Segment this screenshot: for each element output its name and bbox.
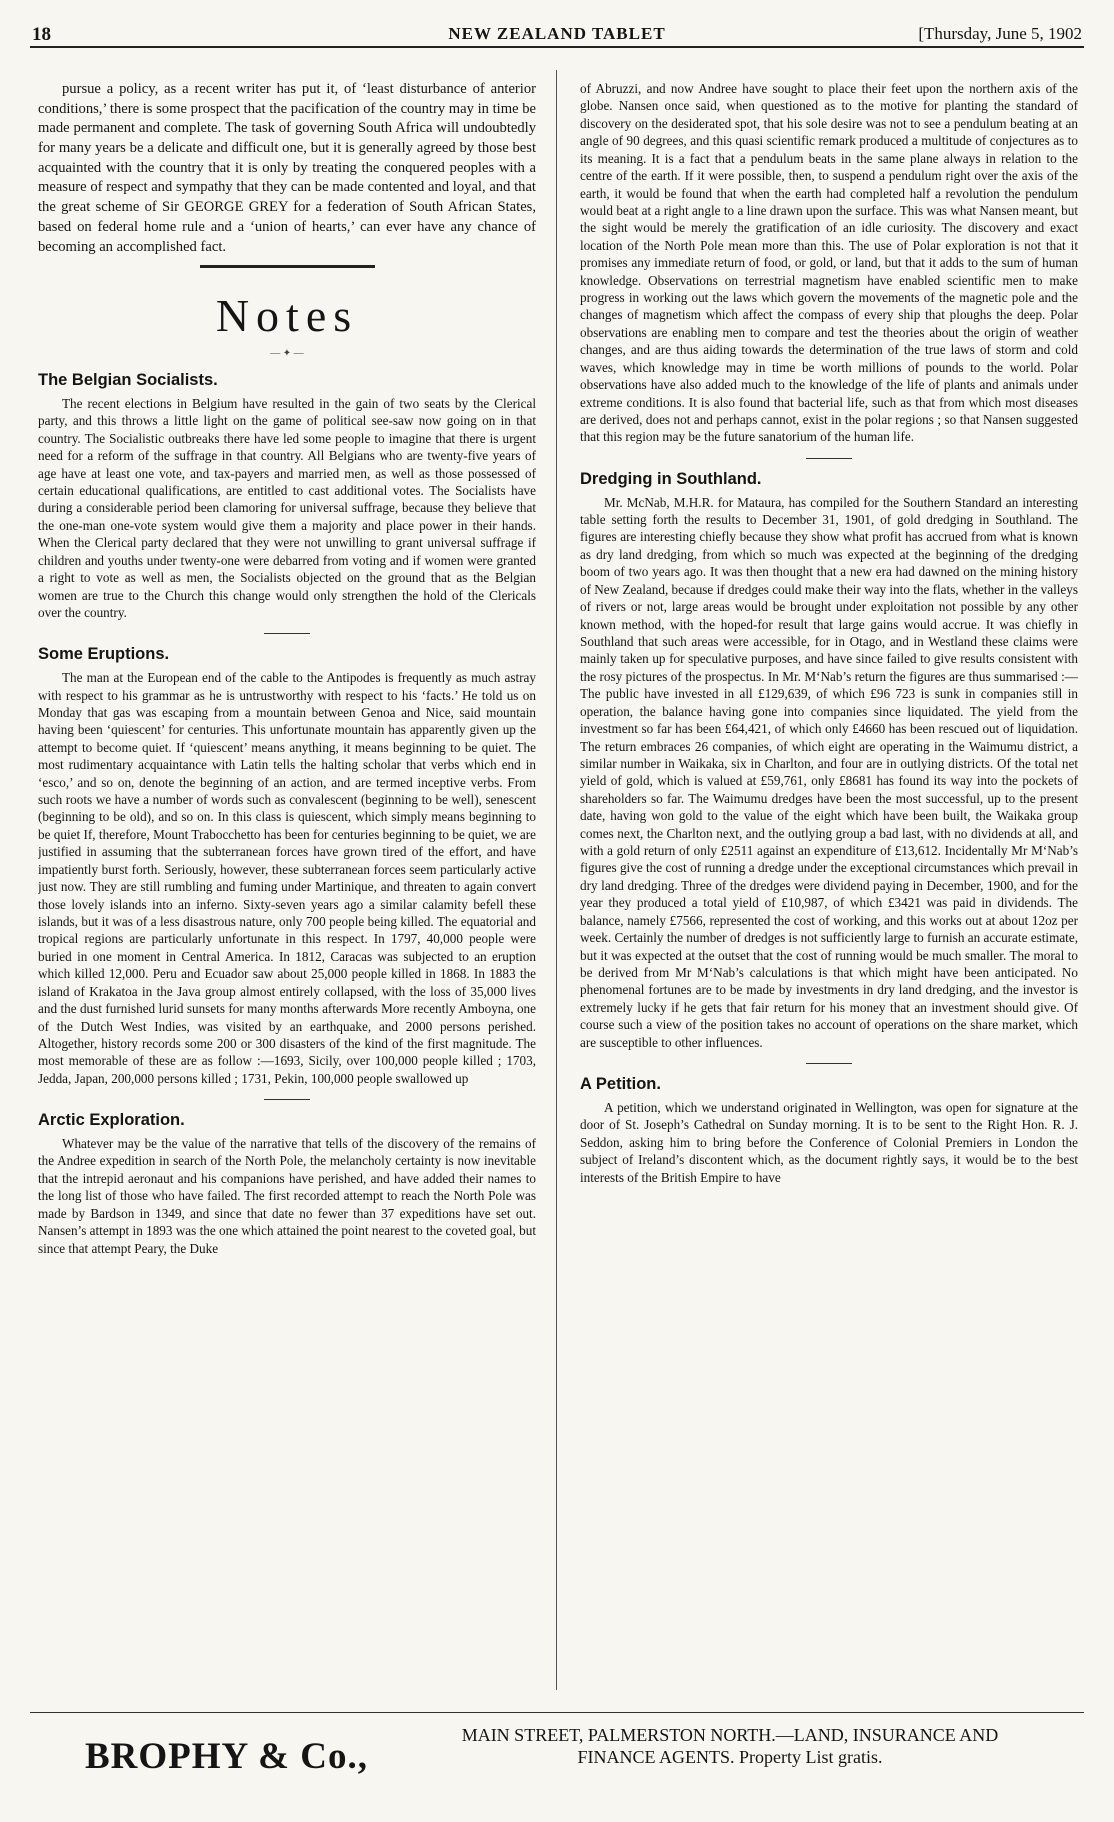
- ad-line-2: FINANCE AGENTS. Property List gratis.: [577, 1746, 883, 1767]
- masthead: [30, 16, 1084, 48]
- article-heading-eruptions: Some Eruptions.: [38, 645, 170, 664]
- article-body-eruptions: The man at the European end of the cable to the Antipodes is frequently as much astray with respect to his grammar as he is untrustworthy with respect to his ‘facts.’ He told us on Monday that gas was escaping from a mountain between Genoa and Nice, said mountain having been ‘quiescent’ for centuries. This unfortunate mountain has apparently given up the attempt to become quiet. If ‘quiescent’ means anything, it means beginning to be quiet. The most rudimentary acquaintance with Latin tells the halting scholar that verbs which end in ‘esco,’ and so on, denote the beginning of an action, and are termed inceptive verbs. From such roots we have a number of words such as convalescent (beginning to be well), senescent (beginning to be old), and so on. In this class is quiescent, which simply means beginning to be quiet If, therefore, Mount Trabocchetto has been for centuries beginning to be quiet, we are justified in assuming that the subterranean forces have grown tired of the effort, and have impatiently burst forth. Seriously, however, these subterranean forces seem particularly active just now. They are still rumbling and fuming under Martinique, and threaten to again convert those lovely islands into an inferno. Sixty-seven years ago a similar calamity befell these islands, but it was of a less disastrous nature, only 700 people being killed. The equatorial and tropical regions are particularly unfortunate in this respect. In 1797, 40,000 people were buried in one moment in Central America. In 1812, Caracas was subjected to an eruption which killed 12,000. Peru and Ecuador saw about 25,000 people killed in 1868. In 1883 the island of Krakatoa in the Java group almost entirely collapsed, with the loss of 35,000 lives and the dust furnished lurid sunsets for many months afterwards More recently Amboyna, one of the Dutch West Indies, was visited by an earthquake, and 2000 persons perished. Altogether, history records some 200 or 300 disasters of the kind of the first magnitude. The most memorable of these are as follow :—1693, Sicily, over 100,000 people killed ; 1703, Jedda, Japan, 200,000 persons killed ; 1731, Pekin, 100,000 people swallowed up: [38, 670, 536, 1086]
- advertiser-name: BROPHY & Co.,: [85, 1736, 368, 1777]
- paper-title: NEW ZEALAND TABLET: [448, 24, 666, 43]
- article-body-dredging: Mr. McNab, M.H.R. for Mataura, has compiled for the Southern Standard an interesting table setting forth the results to December 31, 1901, of gold dredging in Southland. The figures are interesting chiefly because they show what profit has accrued from what is known as dry land dredging, from which so much was expected at the beginning of the dredging boom of two years ago. It was then thought that a new era had dawned on the mining history of New Zealand, because if dredges could make their way into the flats, whether in the valleys of rivers or not, large areas would be brought under exploitation not possible by any other known method, with the hoped-for result that large gains would accrue. It was chiefly in Southland that such areas were accessible, for in Otago, and in Westland these claims were mainly taken up for speculative purposes, and have since failed to give results consistent with the rosy pictures of the prospectus. In Mr. M‘Nab’s return the figures are thus summarised :—The public have invested in all £129,639, of which £96 723 is sunk in companies still in operation, the balance having gone into companies since liquidated. The yield from the investment so far has been £64,421, of which only £4660 has been rescued out of liquidation. The return embraces 26 companies, of which eight are operating in the Waimumu district, a similar number in Waikaka, six in Charlton, and four are in outlying districts. Of the total net yield of gold, which is valued at £59,761, only £8681 has found its way into the pockets of shareholders so far. The Waimumu dredges have been the most successful, up to the present date, having won gold to the value of the eight which have been built, the Waikaka group comes next, the Charlton next, and the outlying group a bad last, with no dividends at all, and with a gold return of only £2511 against an expenditure of £13,612. Incidentally Mr M‘Nab’s figures give the cost of running a dredge under the exceptional circumstances which prevail in dry land dredging. Three of the dredges were dividend paying in December, 1900, and for the year they produced a total yield of £10,987, of which £3421 was paid in dividends. The balance, namely £7566, represented the cost of working, and this works out at about 12oz per week. Certainly the number of dredges is not sufficiently large to furnish an accurate estimate, but it was expected at the outset that the cost of running would be much smaller. The moral to be derived from Mr M‘Nab’s calculations is that which might have been anticipated. No phenomenal fortunes are to be made by investments in dry land dredging, and the investor is extremely lucky if he gets that fair return for his money that an investment should give. Of course such a view of the position takes no account of operations on the share market, which are susceptible to other influences.: [580, 494, 1078, 1050]
- right-column: [580, 80, 1078, 1680]
- article-body-arctic: Whatever may be the value of the narrative that tells of the discovery of the remains of the Andree expedition in search of the North Pole, the melancholy certainty is now inevitable that the intrepid aeronaut and his companions have perished, and have added their names to the long list of those who have failed. The first recorded attempt to reach the North Pole was made by Bardson in 1349, and since that date no fewer than 37 expeditions have set out. Nansen’s attempt in 1893 was the one which attained the point nearest to the coveted goal, but since that attempt Peary, the Duke: [38, 1136, 536, 1256]
- article-separator: [806, 458, 852, 459]
- column-divider: [556, 70, 557, 1690]
- article-body-petition: A petition, which we understand originated in Wellington, was open for signature at the door of St. Joseph’s Cathedral on Sunday morning. It is to be sent to the Right Hon. R. J. Seddon, asking him to bring before the Conference of Colonial Premiers in London the subject of Ireland’s discontent which, as the document rightly says, it would be to the best interests of the British Empire to have: [580, 1099, 1078, 1185]
- article-heading-dredging: Dredging in Southland.: [580, 469, 762, 488]
- article-heading-petition: A Petition.: [580, 1075, 661, 1094]
- ad-line-1: MAIN STREET, PALMERSTON NORTH.—LAND, INSURANCE AND: [461, 1725, 999, 1745]
- article-separator: [806, 1063, 852, 1064]
- ornament-icon: — ✦ —: [270, 347, 304, 359]
- page-number: 18: [32, 24, 51, 45]
- article-heading-belgian: The Belgian Socialists.: [38, 371, 218, 390]
- article-body-belgian: The recent elections in Belgium have resulted in the gain of two seats by the Clerical party, and this throws a little light on the game of political see-saw now going on in that country. The Socialistic outbreaks there have led some people to imagine that there is urgent need for a reform of the suffrage in that country. All Belgians who are twenty-five years of age have at least one vote, and tax-payers and married men, as well as those possessed of certain educational qualifications, are entitled to cast additional votes. The Socialists have during a considerable period been clamoring for universal suffrage, because they believe that the one-man one-vote system would give them a majority and place power in their hands. When the Clerical party declared that they were not unwilling to grant universal suffrage if children and youths under twenty-one were debarred from voting and if women were granted a right to vote as well as men, the Socialists objected on the ground that as the Belgian women are true to the Church this change would only strengthen the hold of the Clericals over the country.: [38, 395, 536, 620]
- left-column: [38, 80, 536, 1680]
- section-rule: [200, 265, 375, 268]
- article-separator: [264, 633, 310, 634]
- advertisement-text: [400, 1725, 1060, 1768]
- article-body-arctic-continued: of Abruzzi, and now Andree have sought to place their feet upon the northern axis of the globe. Nansen once said, when questioned as to the motive for planting the standard of discovery on the desiderated spot, that his sole desire was not to see a pendulum beating at an angle of 90 degrees, and this quasi scientific remark produced a multitude of conjectures as to its meaning. It is a fact that a pendulum beats in the same plane always in relation to the centre of the earth. If it were possible, then, to suspend a pendulum right over the axis of the earth, it would be found that when the earth had completed half a revolution the pendulum would beat at a right angle to a line drawn upon the surface. This was what Nansen meant, but the sight would be merely the gratification of an idle curiosity. The discovery and exact location of the North Pole mean more than this. The use of Polar exploration is not that it promises any immediate return of food, or gold, or land, but that it adds to the sum of human knowledge. Observations on terrestrial magnetism have enabled scientific men to make progress in working out the laws which govern the movements of the magnetic pole and the changes of magnetism which affect the compass of every ship that ploughs the deep. Polar observations are enabling men to compare and test the theories about the origin of weather changes, and are thus aiding towards the determination of the true laws of storm and cold waves, which knowledge may in time be worth millions of pounds to the world. Polar observations have also added much to the knowledge of the life of plants and animals under extreme conditions. It is also found that bacterial life, such as that from which most diseases are derived, does not and perhaps cannot, exist in the polar regions ; so that Nansen suggested that this region may be the future sanatorium of the human life.: [580, 81, 1078, 445]
- issue-date: [Thursday, June 5, 1902: [918, 24, 1082, 43]
- lead-paragraph: pursue a policy, as a recent writer has put it, of ‘least disturbance of anterior conditions,’ there is some prospect that the pacification of the country may in time be made permanent and complete. The task of governing South Africa will undoubtedly for many years be a delicate and difficult one, but it is generally agreed by those best acquainted with the country that it is only by treating the conquered peoples with a measure of respect and sympathy that they can be made contented and loyal, and that the great scheme of Sir GEORGE GREY for a federation of South African States, based on federal home rule and a ‘union of hearts,’ can ever have any chance of becoming an accomplished fact.: [38, 81, 536, 255]
- advertisement-footer: [30, 1712, 1084, 1793]
- article-heading-arctic: Arctic Exploration.: [38, 1111, 185, 1130]
- article-separator: [264, 1099, 310, 1100]
- notes-heading: Notes: [215, 290, 359, 342]
